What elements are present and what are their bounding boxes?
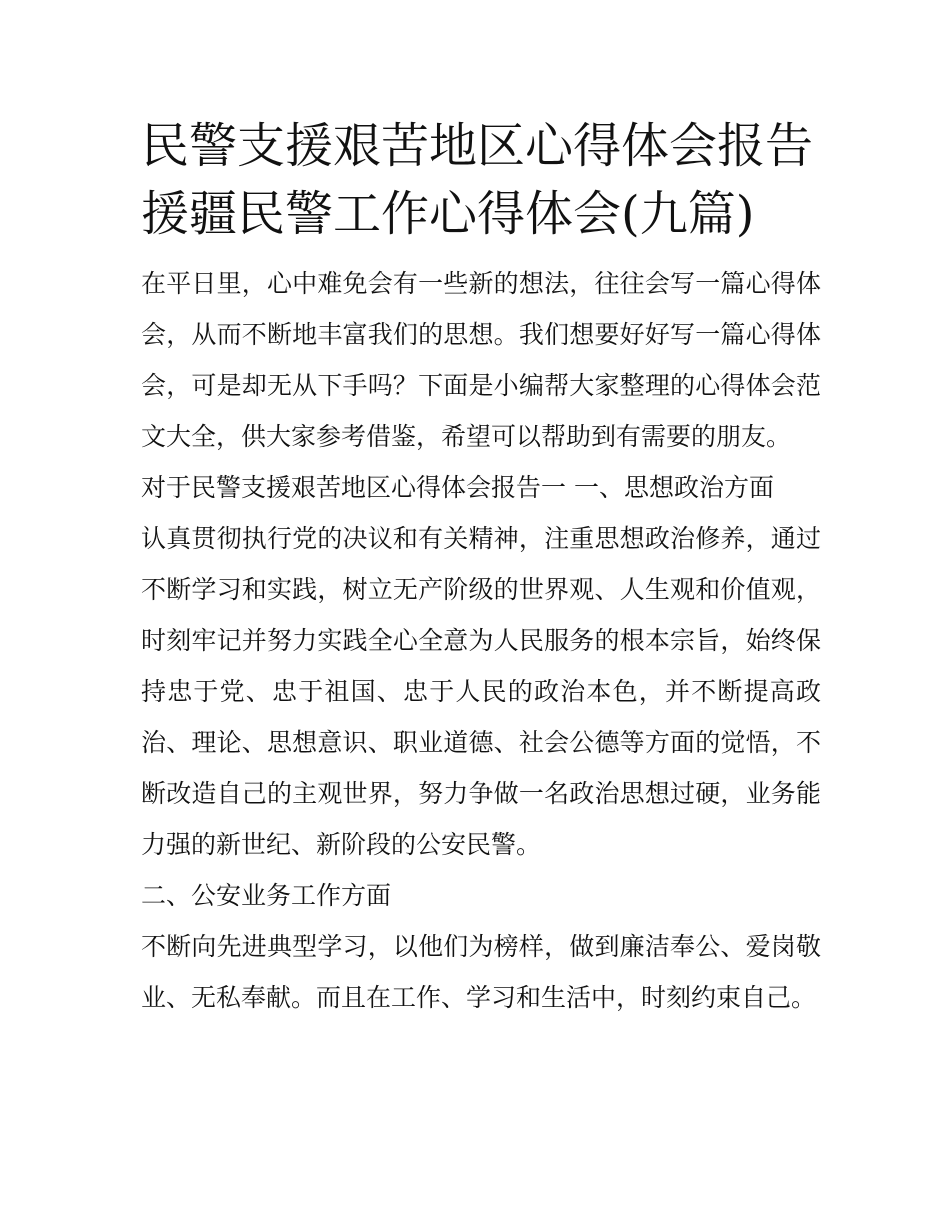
document-title: 民警支援艰苦地区心得体会报告 援疆民警工作心得体会(九篇) [141, 118, 814, 242]
section1-heading: 对于民警支援艰苦地区心得体会报告一 一、思想政治方面 [141, 473, 774, 502]
section2-body: 不断向先进典型学习，以他们为榜样，做到廉洁奉公、爱岗敬业、无私奉献。而且在工作、学习和生活中，时刻约束自己。 [141, 932, 821, 1012]
section2-heading: 二、公安业务工作方面 [141, 881, 392, 910]
document-page [141, 112, 821, 1023]
section1-body: 认真贯彻执行党的决议和有关精神，注重思想政治修养，通过不断学习和实践，树立无产阶级的世界观、人生观和价值观，时刻牢记并努力实践全心全意为人民服务的根本宗旨，始终保持忠于党、忠于祖国、忠于人民的政治本色，并不断提高政治、理论、思想意识、职业道德、社会公德等方面的觉悟，不断改造自己的主观世界，努力争做一名政治思想过硬，业务能力强的新世纪、新阶段的公安民警。 [141, 524, 821, 859]
intro-paragraph: 在平日里，心中难免会有一些新的想法，往往会写一篇心得体会，从而不断地丰富我们的思想。我们想要好好写一篇心得体会，可是却无从下手吗？下面是小编帮大家整理的心得体会范文大全，供大家参考借鉴，希望可以帮助到有需要的朋友。 [141, 269, 821, 451]
